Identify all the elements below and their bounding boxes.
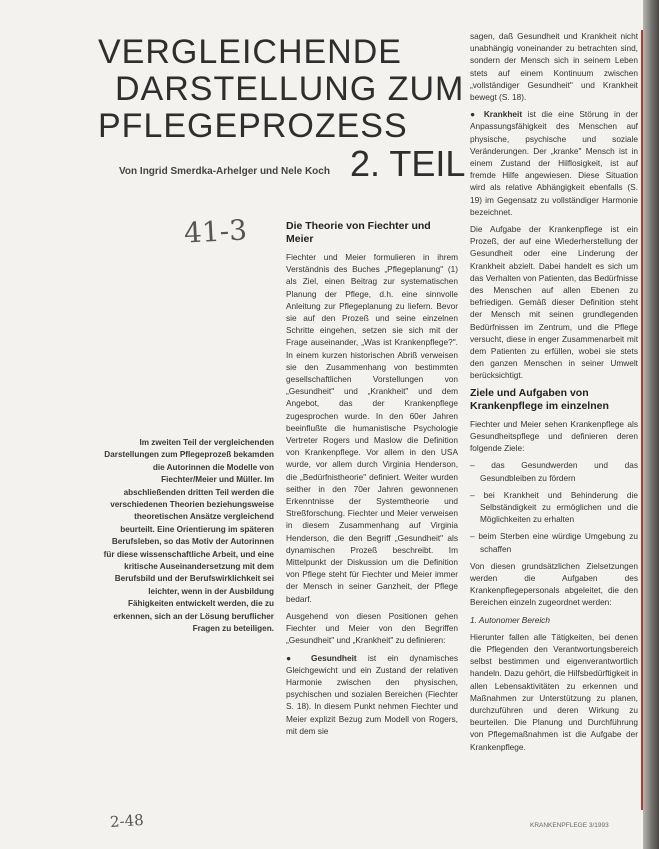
book-binding bbox=[643, 0, 659, 849]
paragraph-text: ist ein dynamisches Gleichgewicht und ein Zustand der relativen Harmonie zwischen den physischen, psychischen und sozialen Bereichen (Fiechter S. 18). In diesem Punkt nehmen Fiechter und Meier explizit Bezug zum Modell von Rogers, mit dem sie bbox=[286, 652, 458, 736]
page-footer: KRANKENPFLEGE 3/1993 bbox=[530, 822, 609, 829]
paragraph: Fiechter und Meier formulieren in ihrem Verständnis des Buches „Pflegeplanung" (1) als Ziel, einen Beitrag zur systematischen Planung der Pflege, d.h. eine sinnvolle Anleitung zur Pflegeplanung zu liefern. Bevor sie auf den Prozeß und seine einzelnen Schritte eingehen, setzen sie sich mit der Frage auseinander, „Was ist Krankenpflege?". In einem kurzen historischen Abriß verweisen sie den Zusammenhang von bestimmten gesellschaftlichen Vorstellungen von „Gesundheit" und „Krankheit" und dem Angebot, das der Krankenpflege zugesprochen wurde. In den 60er Jahren beeinflußte die humanistische Psychologie Vertreter Rogers und Maslow die Definition von Krankenpflege. Vor allem in den USA wurde, vor allem durch Virginia Henderson, die „Bedürfnistheorie" definiert. Weiter wurden seither in den 70er Jahren gewonnenen Erkenntnisse der Systemtheorie und Streßforschung. Fiechter und Meier verweisen in diesem Zusammenhang auf Virginia Henderson, die den Begriff „Gesundheit" als dynamischen Prozeß beschreibt. Im Mittelpunkt der Diskussion um die Definition von Pflege steht für Fiechter und Meier immer der Mensch in seiner Ganzheit, der Pflege bedarf. bbox=[286, 252, 458, 604]
title-line-3: PFLEGEPROZESS bbox=[98, 107, 408, 145]
paragraph: Ausgehend von diesen Positionen gehen Fiechter und Meier von den Begriffen „Gesundheit" und „Krankheit" zu definieren: bbox=[286, 610, 458, 646]
article-column-2 bbox=[286, 220, 458, 742]
bullet-term: ● Gesundheit bbox=[286, 652, 357, 663]
paragraph bbox=[286, 652, 458, 737]
paragraph: Fiechter und Meier sehen Krankenpflege als Gesundheitspflege und definieren deren folgende Ziele: bbox=[470, 418, 638, 454]
paragraph: Hierunter fallen alle Tätigkeiten, bei denen die Pflegenden den Verantwortungsbereich selbst bestimmen und eigenverantwortlich handeln. Dazu gehört, die Hilfsbedürftigkeit in allen Lebensaktivitäten zu erkennen und Maßnahmen zur Unterstützung zu planen, durchzuführen und deren Wirkung zu beurteilen. Die Planung und Durchführung von Pflegemaßnahmen ist die Aufgabe der Krankenpflege. bbox=[470, 631, 638, 752]
bullet-term: ● Krankheit bbox=[470, 109, 523, 120]
article-column-3 bbox=[470, 30, 638, 758]
section-heading: Ziele und Aufgaben von Krankenpflege im einzelnen bbox=[470, 386, 609, 412]
paragraph-text: ist die eine Störung in der Anpassungsfähigkeit des Menschen auf physische, psychische und soziale Veränderungen. Der „kranke" Mensch ist in einem Zustand der Hilflosigkeit, ist auf fremde Hilfe angewiesen. Diese Situation wird als relative Abhängigkeit ebenfalls (S. 19) im Gegensatz zu vollständiger Harmonie bezeichnet. bbox=[470, 109, 638, 217]
list-item: – beim Sterben eine würdige Umgebung zu schaffen bbox=[470, 531, 638, 554]
paragraph: Von diesen grundsätzlichen Zielsetzungen werden die Aufgaben des Krankenpflegepersonals abgeleitet, die den Bereichen einzeln zugeordnet werden: bbox=[470, 560, 638, 608]
title-line-2: DARSTELLUNG ZUM bbox=[115, 70, 465, 108]
subheading: 1. Autonomer Bereich bbox=[470, 614, 550, 625]
byline: Von Ingrid Smerdka-Arhelger und Nele Koch bbox=[119, 166, 330, 177]
list-item: – bei Krankheit und Behinderung die Selbständigkeit zu ermöglichen und die Möglichkeiten zu erhalten bbox=[470, 489, 638, 525]
section-heading: Die Theorie von Fiechter und Meier bbox=[286, 220, 431, 245]
paragraph: Die Aufgabe der Krankenpflege ist ein Prozeß, der auf eine Wiederherstellung der Gesundheit oder eine Linderung der Krankheit abzielt. Dabei handelt es sich um das Verhalten von Patienten, das Bedürfnisse des Menschen auf allen Ebenen zu befriedigen. Gemäß dieser Definition steht der Mensch mit seinen grundlegenden Bedürfnissen im Zentrum, und die Pflege versucht, diese in enger Zusammenarbeit mit dem Patienten zu erfüllen, wobei sie stets den ganzen Menschen in seiner Umwelt berücksichtigt. bbox=[470, 224, 638, 381]
paragraph bbox=[470, 108, 638, 218]
handwritten-note-bottom: 2-48 bbox=[109, 810, 145, 832]
page-edge-line bbox=[641, 30, 643, 810]
part-label: 2. TEIL bbox=[350, 143, 466, 184]
title-line-1: VERGLEICHENDE bbox=[98, 33, 402, 71]
paragraph: sagen, daß Gesundheit und Krankheit nicht unabhängig voneinander zu betrachten sind, sondern der Mensch sich in seinem Leben stets auf einem Kontinuum zwischen „vollständiger Gesundheit" und Krankheit bewegt (S. 18). bbox=[470, 31, 638, 103]
list-item: – das Gesundwerden und das Gesundbleiben zu fördern bbox=[470, 460, 638, 483]
intro-text: Im zweiten Teil der vergleichenden Darstellungen zum Pflegeprozeß bekamden die Autorinnen die Modelle von Fiechter/Meier und Müller. Im abschließenden dritten Teil werden die verschiedenen Theorien beziehungsweise theoretischen Ansätze vergleichend beurteilt. Eine Orientierung im späteren Berufsleben, so das Motiv der Autorinnen für diese wissenschaftliche Arbeit, und eine kritische Auseinandersetzung mit dem Berufsbild und der Berufswirklichkeit sei leichter, wenn in der Ausbildung Fähigkeiten entwickelt werden, die zu erkennen, sich an der Lösung beruflicher Fragen zu beteiligen. bbox=[103, 438, 274, 634]
handwritten-note: 41-3 bbox=[183, 213, 248, 250]
